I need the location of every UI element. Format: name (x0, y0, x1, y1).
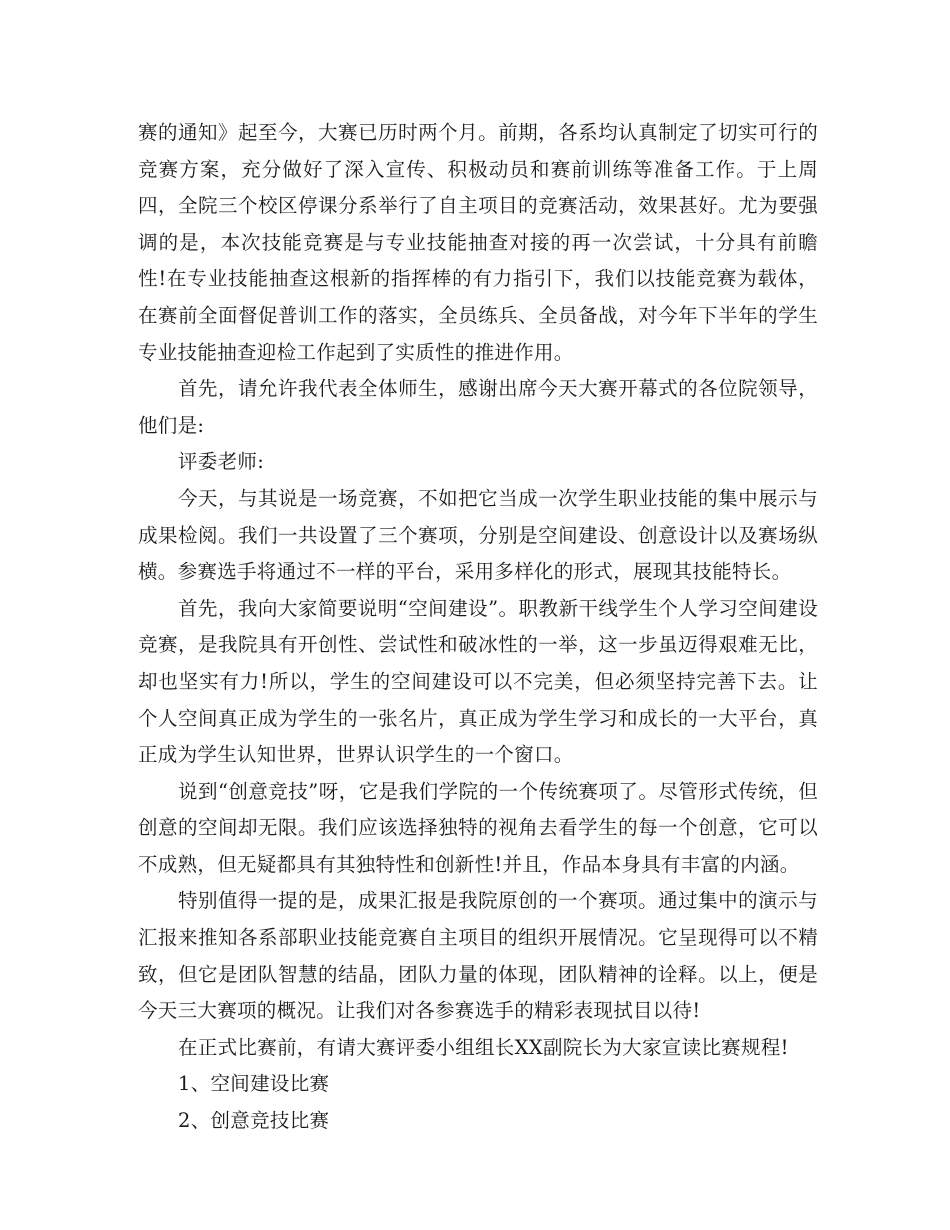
paragraph-today-overview: 今天，与其说是一场竞赛，不如把它当成一次学生职业技能的集中展示与成果检阅。我们一共设置了三个赛项，分别是空间建设、创意设计以及赛场纵横。参赛选手将通过不一样的平台，采用多样化的形式，展现其技能特长。 (138, 486, 818, 584)
list-item-creative-competition: 2、创意竞技比赛 (178, 1109, 330, 1133)
paragraph-creative-competition: 说到“创意竞技”呀，它是我们学院的一个传统赛项了。尽管形式传统，但创意的空间却无限。我们应该选择独特的视角去看学生的每一个创意，它可以不成熟，但无疑都具有其独特性和创新性!并且，作品本身具有丰富的内涵。 (138, 779, 818, 876)
list-item-space-building: 1、空间建设比赛 (178, 1072, 330, 1096)
paragraph-judges: 评委老师: (178, 450, 265, 474)
paragraph-results-report: 特别值得一提的是，成果汇报是我院原创的一个赛项。通过集中的演示与汇报来推知各系部职业技能竞赛自主项目的组织开展情况。它呈现得可以不精致，但它是团队智慧的结晶，团队力量的体现，团队精神的诠释。以上，便是今天三大赛项的概况。让我们对各参赛选手的精彩表现拭目以待! (138, 889, 818, 1023)
paragraph-space-building: 首先，我向大家简要说明“空间建设”。职教新干线学生个人学习空间建设竞赛，是我院具有开创性、尝试性和破冰性的一举，这一步虽迈得艰难无比，却也坚实有力!所以，学生的空间建设可以不完美，但必须坚持完善下去。让个人空间真正成为学生的一张名片，真正成为学生学习和成长的一大平台，真正成为学生认知世界，世界认识学生的一个窗口。 (138, 596, 818, 767)
paragraph-rules-invitation: 在正式比赛前，有请大赛评委小组组长XX副院长为大家宣读比赛规程! (178, 1035, 789, 1059)
paragraph-thanks-leaders: 首先，请允许我代表全体师生，感谢出席今天大赛开幕式的各位院领导，他们是: (138, 377, 818, 437)
document-body (138, 115, 818, 1140)
paragraph-notice-continuation: 赛的通知》起至今，大赛已历时两个月。前期，各系均认真制定了切实可行的竞赛方案，充分做好了深入宣传、积极动员和赛前训练等准备工作。于上周四，全院三个校区停课分系举行了自主项目的竞赛活动，效果甚好。尤为要强调的是，本次技能竞赛是与专业技能抽查对接的再一次尝试，十分具有前瞻性!在专业技能抽查这根新的指挥棒的有力指引下，我们以技能竞赛为载体，在赛前全面督促普训工作的落实，全员练兵、全员备战，对今年下半年的学生专业技能抽查迎检工作起到了实质性的推进作用。 (138, 121, 818, 364)
